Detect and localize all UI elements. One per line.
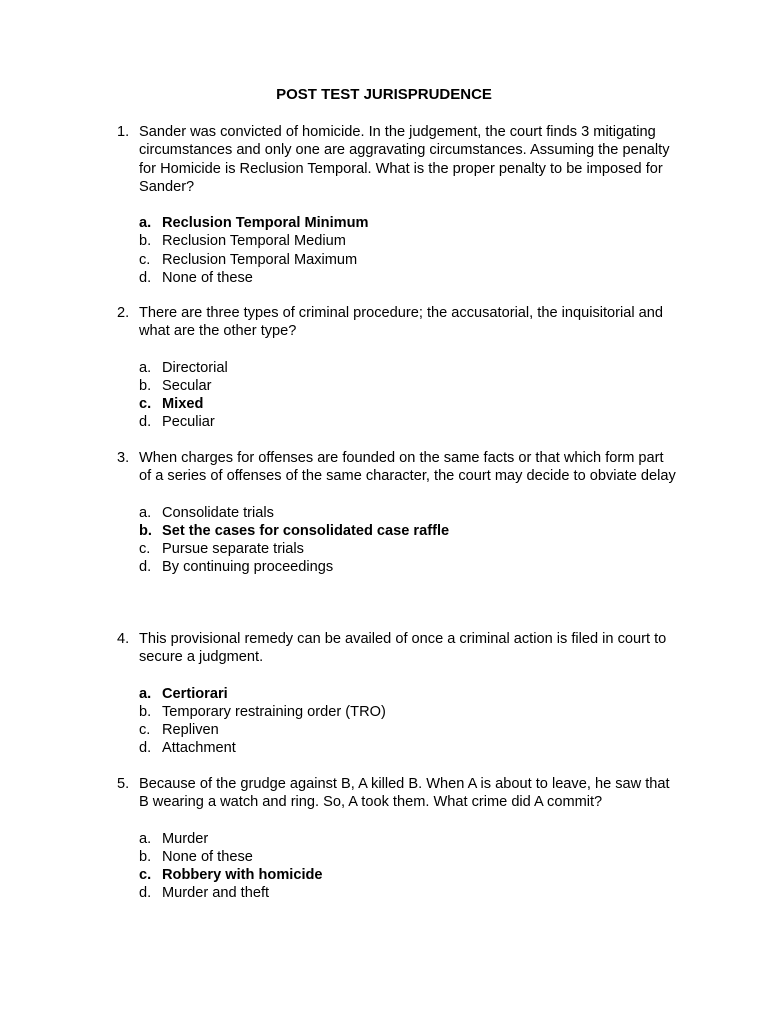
option-c: c. Mixed [139, 395, 204, 412]
option-d: d. Murder and theft [139, 885, 270, 902]
question-text: When charges for offenses are founded on the same facts or that which form part of a series of offenses of the same character, the court may decide to obviate delay [139, 450, 676, 485]
question-4 [117, 630, 677, 757]
option-list [117, 685, 677, 758]
option-a: a. Murder [139, 830, 209, 847]
question-text: There are three types of criminal procedure; the accusatorial, the inquisitorial and what are the other type? [139, 305, 664, 340]
option-b: b. None of these [139, 848, 253, 865]
option-a: a. Directorial [139, 359, 228, 376]
question-text: This provisional remedy can be availed of once a criminal action is filed in court to secure a judgment. [139, 631, 667, 666]
option-d: d. Peculiar [139, 414, 215, 431]
option-b: b. Secular [139, 377, 212, 394]
option-d: d. By continuing proceedings [139, 559, 334, 576]
option-d: d. Attachment [139, 740, 236, 757]
page-title: POST TEST JURISPRUDENCE [276, 86, 492, 103]
option-list [117, 504, 677, 577]
option-b: b. Temporary restraining order (TRO) [139, 703, 386, 720]
question-number: 1. [117, 124, 130, 140]
question-5 [117, 775, 677, 902]
option-list [117, 214, 677, 287]
option-list [117, 359, 677, 432]
option-a: a. Consolidate trials [139, 504, 274, 521]
question-2 [117, 304, 677, 431]
option-c: c. Reclusion Temporal Maximum [139, 251, 358, 268]
option-a: a. Certiorari [139, 685, 228, 702]
option-a: a. Reclusion Temporal Minimum [139, 215, 369, 232]
option-c: c. Robbery with homicide [139, 866, 323, 883]
option-d: d. None of these [139, 269, 253, 286]
question-text: Sander was convicted of homicide. In the judgement, the court finds 3 mitigating circumstances and only one are aggravating circumstances. Assuming the penalty for Homicide is Reclusion Temporal. What is the proper penalty to be imposed for Sander? [139, 124, 670, 195]
question-number: 3. [117, 450, 130, 466]
question-number: 2. [117, 305, 130, 321]
question-text: Because of the grudge against B, A killed B. When A is about to leave, he saw that B wearing a watch and ring. So, A took them. What crime did A commit? [139, 776, 670, 811]
question-number: 5. [117, 776, 130, 792]
option-list [117, 830, 677, 903]
question-3 [117, 449, 677, 576]
option-b: b. Reclusion Temporal Medium [139, 233, 346, 250]
option-b: b. Set the cases for consolidated case raffle [139, 522, 450, 539]
option-c: c. Repliven [139, 721, 219, 738]
question-1 [117, 123, 677, 287]
question-number: 4. [117, 631, 130, 647]
option-c: c. Pursue separate trials [139, 540, 304, 557]
